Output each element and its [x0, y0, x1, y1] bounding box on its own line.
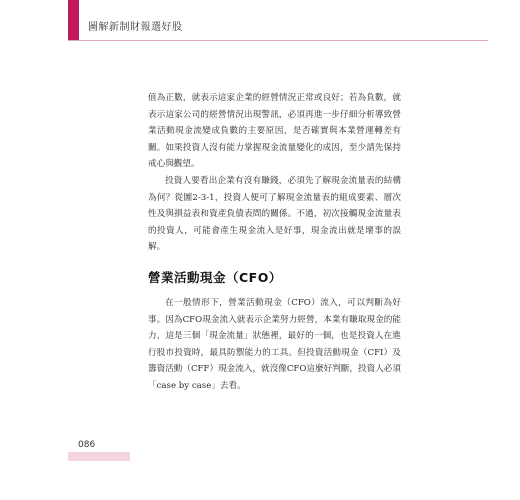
- header-accent-bar: [68, 0, 79, 40]
- running-header-book-title: 圖解新制財報選好股: [88, 22, 183, 33]
- section-heading-cfo: 營業活動現金（CFO）: [148, 269, 282, 285]
- paragraph-1: 值為正數，就表示這家企業的經營情況正常或良好；若為負數，就表示這家公司的經營情況出現警訊，必須再進一步仔細分析導致營業活動現金流變成負數的主要原因，是否確實與本業營運轉差有關。如果投資人沒有能力掌握現金流量變化的成因，至少請先保持戒心與觀望。: [148, 93, 401, 170]
- page-number: 086: [78, 440, 96, 450]
- footer-accent-bar: [68, 452, 130, 461]
- header-divider: [68, 40, 488, 41]
- paragraph-2: 投資人要看出企業有沒有賺錢，必須先了解現金流量表的結構為何？從圖2-3-1，投資人便可了解現金流量表的組成要素、層次性及與損益表和資產負債表間的關係。不過，初次接觸現金流量表的投資人，可能會產生現金流入是好事，現金流出就是壞事的誤解。: [148, 175, 401, 253]
- page-body: [148, 90, 401, 395]
- paragraph-3: 在一般情形下，營業活動現金（CFO）流入，可以判斷為好事。因為CFO現金流入就表示企業努力經營，本業有賺取現金的能力，這是三個「現金流量」狀態裡，最好的一個，也是投資人在進行股市投資時，最具防禦能力的工具。但投資活動現金（CFI）及籌資活動（CFF）現金流入，就沒像CFO這麼好判斷，投資人必須「case by case」去看。: [148, 297, 401, 391]
